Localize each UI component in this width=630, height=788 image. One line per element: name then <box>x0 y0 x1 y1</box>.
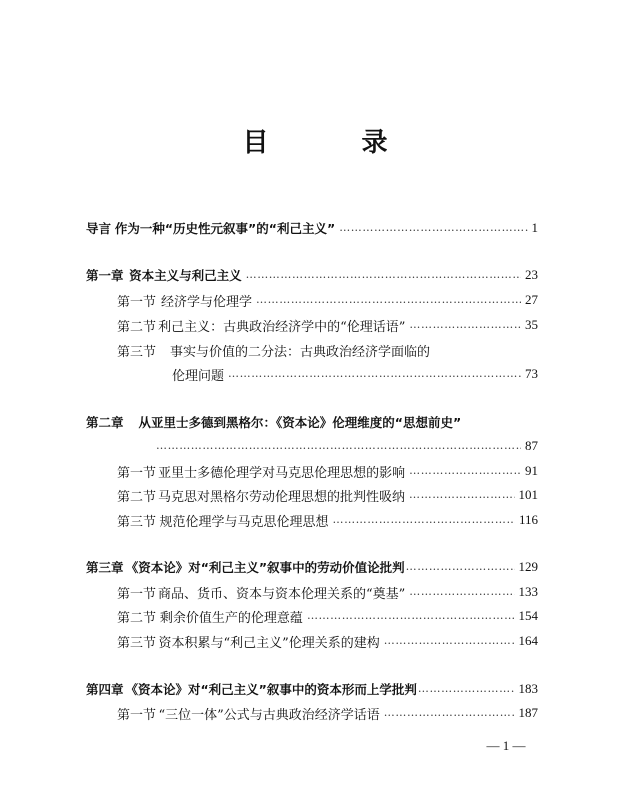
entry-title: 马克思对黑格尔劳动伦理思想的批判性吸纳 <box>158 489 406 505</box>
page-number-footer: — 1 — <box>486 738 526 753</box>
dot-leader <box>307 606 515 626</box>
entry-title: 《资本论》对“利己主义”叙事中的劳动价值论批判 <box>125 560 405 575</box>
entry-label: 第三节 <box>117 344 157 360</box>
entry-page: 73 <box>525 366 538 381</box>
entry-label: 第四章 <box>86 682 124 697</box>
entry-title: 《资本论》对“利己主义”叙事中的资本形而上学批判 <box>125 682 417 697</box>
dot-leader <box>228 364 521 384</box>
toc-entry-ch2-section-3[interactable] <box>117 510 538 530</box>
toc-entry-ch4-section-1[interactable] <box>117 703 538 723</box>
dot-leader <box>409 582 514 602</box>
entry-title: 亚里士多德伦理学对马克思伦理思想的影响 <box>158 465 406 481</box>
toc-entry-ch1-section-3[interactable] <box>117 340 538 360</box>
entry-label: 导言 <box>86 221 112 236</box>
entry-title: 商品、货币、资本与资本伦理关系的“奠基” <box>158 586 406 602</box>
entry-page: 23 <box>525 267 538 282</box>
dot-leader <box>246 265 521 285</box>
entry-page: 35 <box>525 317 538 332</box>
toc-entry-chapter-3[interactable] <box>86 557 538 577</box>
entry-page: 129 <box>518 559 538 574</box>
entry-page: 133 <box>518 584 538 599</box>
entry-page: 187 <box>518 705 538 720</box>
toc-entry-ch3-section-3[interactable] <box>117 631 538 651</box>
entry-label: 第三节 <box>117 514 157 530</box>
entry-label: 第三章 <box>86 560 124 575</box>
entry-label: 第一节 <box>117 586 157 602</box>
entry-label: 第一节 <box>117 294 157 310</box>
entry-page: 164 <box>518 633 538 648</box>
toc-entry-ch2-section-2[interactable] <box>117 485 538 505</box>
entry-title: 资本积累与“利己主义”伦理关系的建构 <box>158 635 380 651</box>
entry-page: 91 <box>525 463 538 478</box>
dot-leader <box>409 485 514 505</box>
dot-leader <box>418 679 515 699</box>
entry-page: 154 <box>518 608 538 623</box>
entry-label: 第一节 <box>117 707 157 723</box>
entry-title: 剩余价值生产的伦理意蕴 <box>159 610 303 626</box>
entry-label: 第一节 <box>117 465 157 481</box>
toc-title: 目 录 <box>242 128 430 158</box>
dot-leader <box>332 510 515 530</box>
dot-leader <box>156 436 521 456</box>
toc-entry-ch1-section-2[interactable] <box>117 315 538 335</box>
entry-page: 87 <box>525 438 538 453</box>
entry-title: 利己主义：古典政治经济学中的“伦理话语” <box>158 319 406 335</box>
entry-title: 资本主义与利己主义 <box>129 268 242 283</box>
entry-label: 第一章 <box>86 268 124 283</box>
toc-entry-ch2-section-1[interactable] <box>117 461 538 481</box>
dot-leader <box>384 631 515 651</box>
entry-label: 第二章 <box>86 415 124 430</box>
entry-page: 183 <box>518 681 538 696</box>
entry-page: 27 <box>525 292 538 307</box>
entry-label: 第二节 <box>117 610 157 626</box>
dot-leader <box>339 218 527 238</box>
toc-entry-ch3-section-1[interactable] <box>117 582 538 602</box>
toc-entry-chapter-2-cont[interactable] <box>156 436 538 456</box>
entry-page: 116 <box>518 512 538 527</box>
entry-title: 经济学与伦理学 <box>161 294 253 310</box>
entry-label: 第二节 <box>117 489 157 505</box>
entry-label: 第二节 <box>117 319 157 335</box>
entry-label: 第三节 <box>117 635 157 651</box>
dot-leader <box>409 461 521 481</box>
entry-title: 规范伦理学与马克思伦理思想 <box>159 514 329 530</box>
toc-entry-chapter-1[interactable] <box>86 265 538 285</box>
entry-title: “三位一体”公式与古典政治经济学话语 <box>158 707 380 723</box>
dot-leader <box>256 290 521 310</box>
toc-entry-chapter-2[interactable] <box>86 412 538 432</box>
toc-entry-ch3-section-2[interactable] <box>117 606 538 626</box>
toc-entry-ch1-section-1[interactable] <box>117 290 538 310</box>
entry-page: 1 <box>531 220 538 235</box>
dot-leader <box>409 315 521 335</box>
toc-entry-chapter-4[interactable] <box>86 679 538 699</box>
toc-entry-intro[interactable] <box>86 218 538 238</box>
entry-title-cont: 伦理问题 <box>172 368 225 384</box>
entry-title: 事实与价值的二分法：古典政治经济学面临的 <box>170 344 431 360</box>
entry-title: 作为一种“历史性元叙事”的“利己主义” <box>114 221 336 236</box>
toc-entry-ch1-section-3-cont[interactable] <box>172 364 538 384</box>
dot-leader <box>406 557 515 577</box>
entry-title: 从亚里士多德到黑格尔：《资本论》伦理维度的“思想前史” <box>138 415 462 430</box>
entry-page: 101 <box>518 487 538 502</box>
dot-leader <box>384 703 515 723</box>
